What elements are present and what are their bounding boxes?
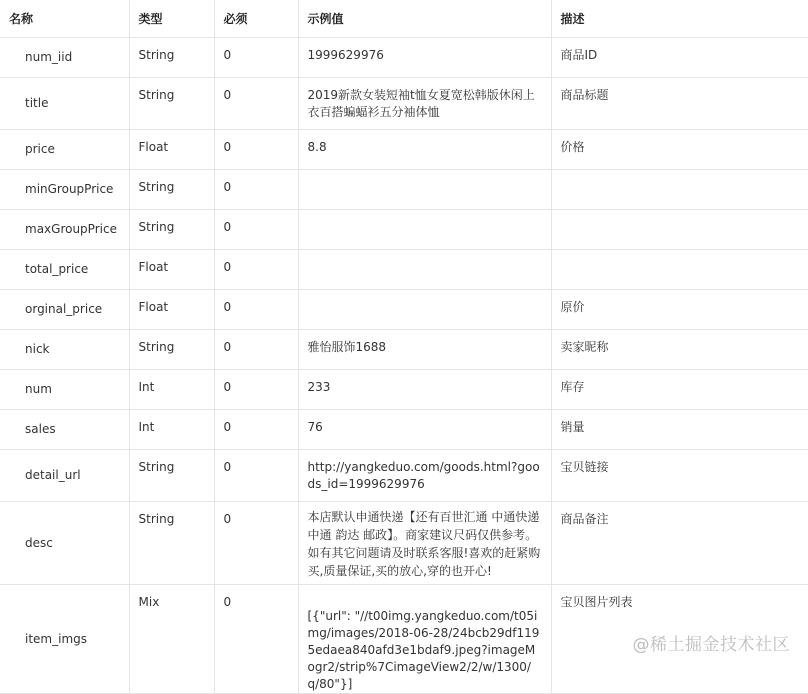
field-type: String <box>129 170 214 210</box>
field-required: 0 <box>214 502 298 585</box>
table-row <box>0 330 808 370</box>
table-row <box>0 290 808 330</box>
table-row <box>0 370 808 410</box>
field-name: maxGroupPrice <box>0 210 129 250</box>
field-required: 0 <box>214 78 298 130</box>
field-name: sales <box>0 410 129 450</box>
field-description: 宝贝图片列表 <box>551 585 808 694</box>
header-type: 类型 <box>129 0 214 38</box>
field-description: 库存 <box>551 370 808 410</box>
field-example: 2019新款女装短袖t恤女夏宽松韩版休闲上衣百搭蝙蝠衫五分袖体恤 <box>298 78 551 130</box>
header-required: 必须 <box>214 0 298 38</box>
field-description: 商品备注 <box>551 502 808 585</box>
field-example[interactable]: http://yangkeduo.com/goods.html?goods_id=1999629976 <box>298 450 551 502</box>
field-example <box>298 250 551 290</box>
field-name: minGroupPrice <box>0 170 129 210</box>
table-row <box>0 502 808 585</box>
field-description: 宝贝链接 <box>551 450 808 502</box>
field-required: 0 <box>214 330 298 370</box>
field-type: String <box>129 330 214 370</box>
site-watermark: @稀土掘金技术社区 <box>632 635 790 655</box>
field-description: 价格 <box>551 130 808 170</box>
field-example: 本店默认申通快递【还有百世汇通 中通快递 中通 韵达 邮政】。商家建议尺码仅供参考。如有其它问题请及时联系客服!喜欢的赶紧购买,质量保证,买的放心,穿的也开心! <box>298 502 551 585</box>
table-header-row <box>0 0 808 38</box>
field-name: nick <box>0 330 129 370</box>
field-required: 0 <box>214 450 298 502</box>
table-row <box>0 130 808 170</box>
table-row <box>0 450 808 502</box>
field-type: Mix <box>129 585 214 694</box>
table-row <box>0 210 808 250</box>
field-required: 0 <box>214 370 298 410</box>
field-required: 0 <box>214 410 298 450</box>
field-type: String <box>129 502 214 585</box>
field-description: 销量 <box>551 410 808 450</box>
field-example <box>298 170 551 210</box>
field-required: 0 <box>214 210 298 250</box>
table-row <box>0 410 808 450</box>
field-example <box>298 290 551 330</box>
field-example: [{"url": "//t00img.yangkeduo.com/t05img/images/2018-06-28/24bcb29df1195edaea840afd3e1bdaf9.jpeg?imageMogr2/strip%7CimageView2/2/w/1300/q/80"}] <box>298 585 551 694</box>
field-name: total_price <box>0 250 129 290</box>
field-required: 0 <box>214 170 298 210</box>
field-type: Float <box>129 290 214 330</box>
field-required: 0 <box>214 585 298 694</box>
field-required: 0 <box>214 38 298 78</box>
field-description: 原价 <box>551 290 808 330</box>
field-description: 卖家昵称 <box>551 330 808 370</box>
field-type: String <box>129 78 214 130</box>
field-required: 0 <box>214 290 298 330</box>
table-row <box>0 250 808 290</box>
field-description <box>551 210 808 250</box>
field-type: Int <box>129 370 214 410</box>
field-description <box>551 170 808 210</box>
field-example: 雅怡服饰1688 <box>298 330 551 370</box>
field-type: Int <box>129 410 214 450</box>
header-description: 描述 <box>551 0 808 38</box>
field-name: desc <box>0 502 129 585</box>
field-description: 商品标题 <box>551 78 808 130</box>
field-type: Float <box>129 130 214 170</box>
field-example: 233 <box>298 370 551 410</box>
field-name: num_iid <box>0 38 129 78</box>
field-example: 76 <box>298 410 551 450</box>
field-name: num <box>0 370 129 410</box>
field-required: 0 <box>214 250 298 290</box>
table-row <box>0 78 808 130</box>
field-name: detail_url <box>0 450 129 502</box>
field-example: 8.8 <box>298 130 551 170</box>
field-name: title <box>0 78 129 130</box>
field-description: 商品ID <box>551 38 808 78</box>
field-type: Float <box>129 250 214 290</box>
header-name: 名称 <box>0 0 129 38</box>
field-required: 0 <box>214 130 298 170</box>
header-example: 示例值 <box>298 0 551 38</box>
field-type: String <box>129 210 214 250</box>
table-row <box>0 38 808 78</box>
field-name: item_imgs <box>0 585 129 694</box>
field-type: String <box>129 38 214 78</box>
table-row <box>0 170 808 210</box>
field-example <box>298 210 551 250</box>
field-name: orginal_price <box>0 290 129 330</box>
field-example: 1999629976 <box>298 38 551 78</box>
field-description <box>551 250 808 290</box>
field-type: String <box>129 450 214 502</box>
field-name: price <box>0 130 129 170</box>
